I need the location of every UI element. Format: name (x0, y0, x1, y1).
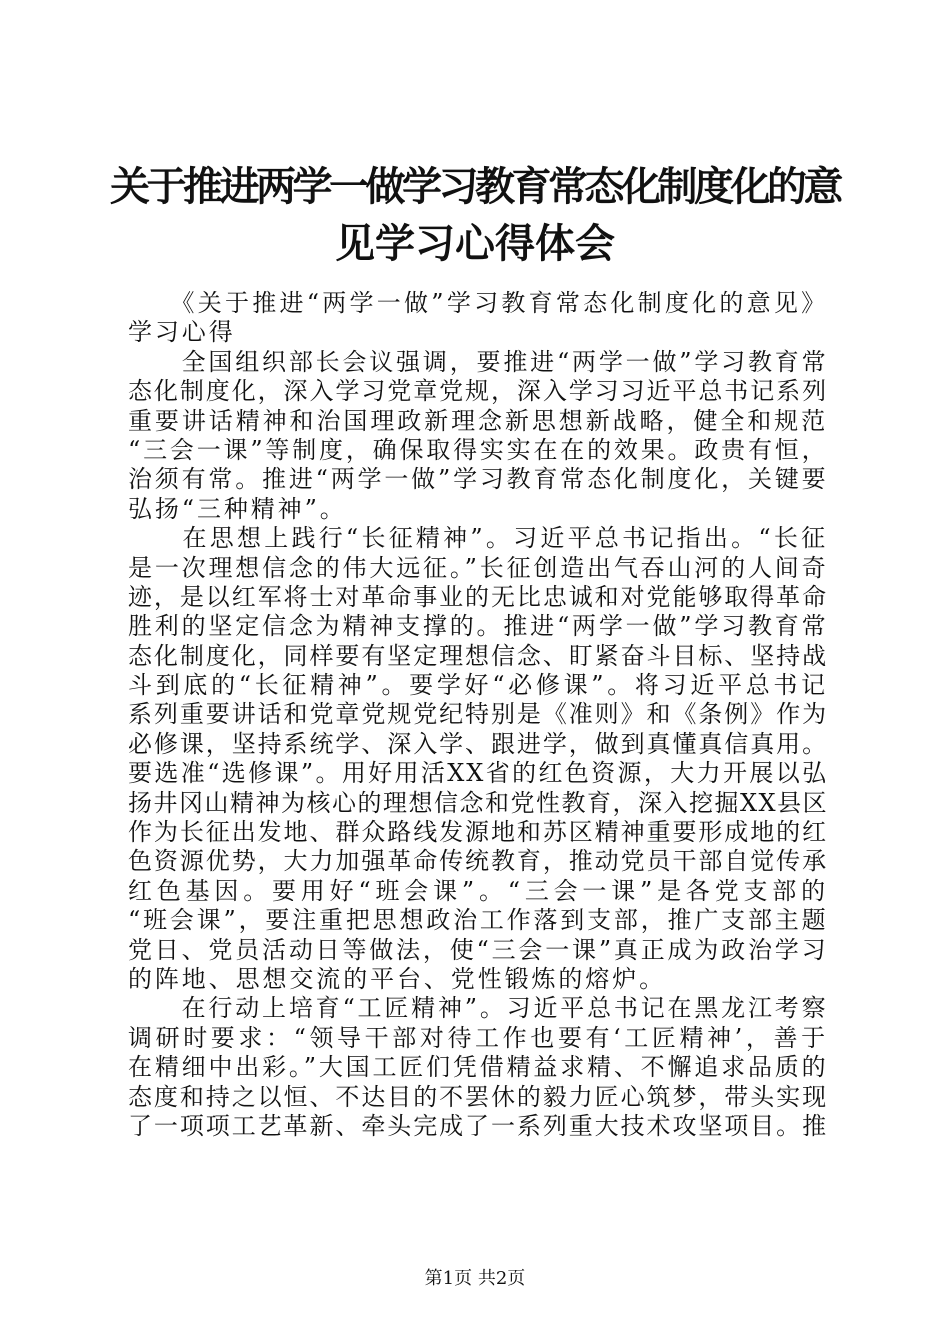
paragraph-line: 是一次理想信念的伟大远征。”长征创造出气吞山河的人间奇 (128, 553, 828, 582)
paragraph-line: 必修课，坚持系统学、深入学、跟进学，做到真懂真信真用。 (128, 729, 828, 758)
paragraph-line: “三会一课”等制度，确保取得实实在在的效果。政贵有恒， (128, 435, 828, 464)
paragraph-line: 治须有常。推进“两学一做”学习教育常态化制度化，关键要 (128, 465, 828, 494)
paragraph-line: 系列重要讲话和党章党规党纪特别是《准则》和《条例》作为 (128, 700, 828, 729)
paragraph-line: 色资源优势，大力加强革命传统教育，推动党员干部自觉传承 (128, 847, 828, 876)
paragraph-line: 在精细中出彩。”大国工匠们凭借精益求精、不懈追求品质的 (128, 1053, 828, 1082)
paragraph-line: 在行动上培育“工匠精神”。习近平总书记在黑龙江考察 (128, 994, 828, 1023)
paragraph-line: 学习心得 (128, 318, 236, 347)
paragraph-overview (128, 348, 828, 524)
paragraph-line: 了一项项工艺革新、牵头完成了一系列重大技术攻坚项目。推 (128, 1111, 828, 1140)
paragraph-line: 重要讲话精神和治国理政新理念新思想新战略，健全和规范 (128, 406, 828, 435)
paragraph-line: 调研时要求：“领导干部对待工作也要有‘工匠精神’，善于 (128, 1023, 828, 1052)
paragraph-line: “班会课”，要注重把思想政治工作落到支部，推广支部主题 (128, 906, 828, 935)
paragraph-line: 的阵地、思想交流的平台、党性锻炼的熔炉。 (128, 964, 666, 993)
paragraph-line: 胜利的坚定信念为精神支撑的。推进“两学一做”学习教育常 (128, 612, 828, 641)
paragraph-line: 弘扬“三种精神”。 (128, 494, 347, 523)
paragraph-line: 态化制度化，同样要有坚定理想信念、盯紧奋斗目标、坚持战 (128, 641, 828, 670)
paragraph-line: 党日、党员活动日等做法，使“三会一课”真正成为政治学习 (128, 935, 828, 964)
paragraph-line: 态度和持之以恒、不达目的不罢休的毅力匠心筑梦，带头实现 (128, 1082, 828, 1111)
document-title (110, 158, 840, 272)
page-footer: 第1页 共2页 (424, 1268, 526, 1289)
paragraph-line: 作为长征出发地、群众路线发源地和苏区精神重要形成地的红 (128, 818, 828, 847)
paragraph-line: 要选准“选修课”。用好用活XX省的红色资源，大力开展以弘 (128, 759, 828, 788)
paragraph-line: 迹，是以红军将士对革命事业的无比忠诚和对党能够取得革命 (128, 582, 828, 611)
paragraph-line: 态化制度化，深入学习党章党规，深入学习习近平总书记系列 (128, 377, 828, 406)
document-body (128, 289, 828, 1141)
paragraph-line: 扬井冈山精神为核心的理想信念和党性教育，深入挖掘XX县区 (128, 788, 828, 817)
paragraph-line: 红色基因。要用好“班会课”。“三会一课”是各党支部的 (128, 876, 828, 905)
paragraph-line: 在思想上践行“长征精神”。习近平总书记指出。“长征 (128, 524, 828, 553)
paragraph-craftsman-spirit (128, 994, 828, 1141)
paragraph-line: 斗到底的“长征精神”。要学好“必修课”。将习近平总书记 (128, 671, 828, 700)
title-line: 关于推进两学一做学习教育常态化制度化的意 (110, 163, 840, 210)
paragraph-long-march-spirit (128, 524, 828, 994)
title-line: 见学习心得体会 (335, 220, 615, 267)
paragraph-intro (128, 289, 828, 348)
paragraph-line: 《关于推进“两学一做”学习教育常态化制度化的意见》 (128, 289, 828, 317)
paragraph-line: 全国组织部长会议强调，要推进“两学一做”学习教育常 (128, 347, 828, 376)
